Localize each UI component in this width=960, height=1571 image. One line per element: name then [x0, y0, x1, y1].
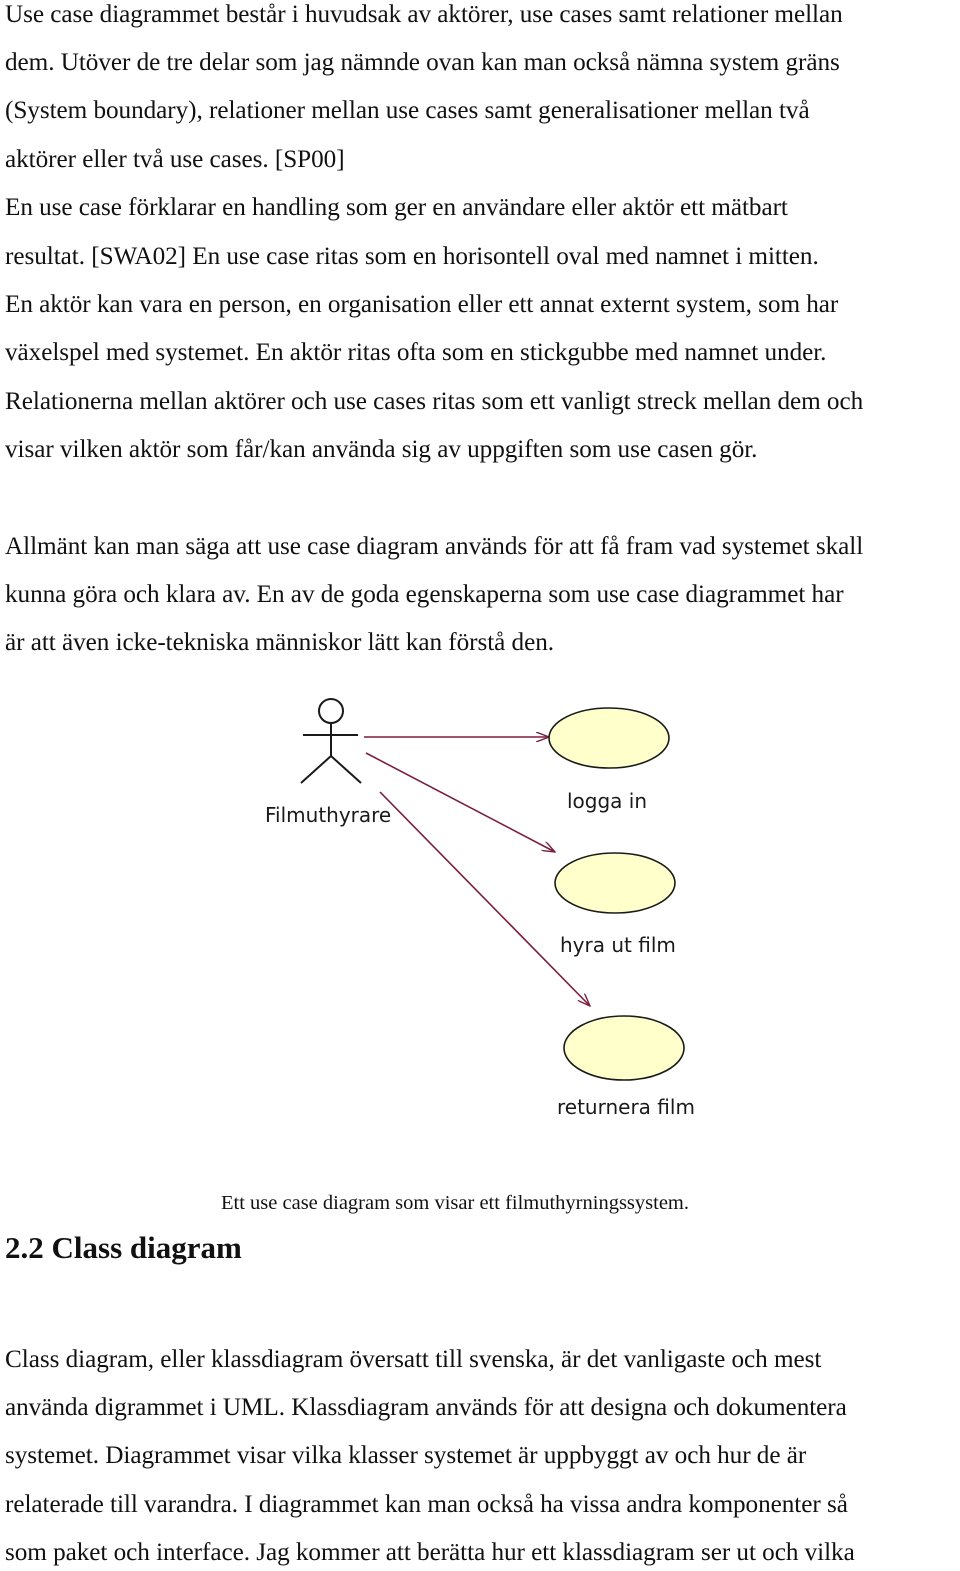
- actor-right-leg: [331, 756, 361, 783]
- text-line: relaterade till varandra. I diagrammet kan man också ha vissa andra komponenter så: [5, 1491, 848, 1518]
- use-case-diagram: [0, 680, 960, 1140]
- association-hyra-ut-film: [366, 753, 555, 852]
- actor-head: [319, 699, 343, 723]
- association-returnera-film: [380, 792, 590, 1006]
- text-line: dem. Utöver de tre delar som jag nämnde ovan kan man också nämna system gräns: [5, 49, 840, 76]
- text-line: (System boundary), relationer mellan use cases samt generalisationer mellan två: [5, 97, 810, 124]
- associations: [364, 737, 590, 1006]
- actor-left-leg: [301, 756, 331, 783]
- text-line: använda digrammet i UML. Klassdiagram används för att designa och dokumentera: [5, 1394, 847, 1421]
- text-line: Class diagram, eller klassdiagram översatt till svenska, är det vanligaste och mest: [5, 1346, 822, 1373]
- use-case-oval-logga-in: [549, 708, 669, 768]
- text-line: Use case diagrammet består i huvudsak av aktörer, use cases samt relationer mellan: [5, 1, 843, 28]
- text-line: En use case förklarar en handling som ger en användare eller aktör ett mätbart: [5, 194, 788, 221]
- use-case-oval-hyra-ut-film: [555, 853, 675, 913]
- text-line: växelspel med systemet. En aktör ritas ofta som en stickgubbe med namnet under.: [5, 339, 827, 366]
- text-line: aktörer eller två use cases. [SP00]: [5, 146, 345, 173]
- section-heading: 2.2 Class diagram: [5, 1230, 242, 1265]
- text-line: visar vilken aktör som får/kan använda sig av uppgiften som use casen gör.: [5, 436, 758, 463]
- text-line: är att även icke-tekniska människor lätt kan förstå den.: [5, 629, 555, 656]
- figure-caption: Ett use case diagram som visar ett filmuthyrningssystem.: [221, 1192, 689, 1214]
- actor-stick-figure: [301, 699, 361, 783]
- text-line: En aktör kan vara en person, en organisation eller ett annat externt system, som har: [5, 291, 839, 318]
- text-line: Relationerna mellan aktörer och use cases ritas som ett vanligt streck mellan dem och: [5, 388, 864, 415]
- text-line: systemet. Diagrammet visar vilka klasser systemet är uppbyggt av och hur de är: [5, 1442, 807, 1469]
- use-case-label-hyra-ut-film: hyra ut film: [560, 933, 676, 957]
- actor-label: Filmuthyrare: [265, 803, 392, 827]
- use-case-label-logga-in: logga in: [567, 789, 648, 813]
- text-line: som paket och interface. Jag kommer att berätta hur ett klassdiagram ser ut och vilka: [5, 1539, 855, 1566]
- text-line: Allmänt kan man säga att use case diagram används för att få fram vad systemet skall: [5, 533, 864, 560]
- use-case-oval-returnera-film: [564, 1016, 684, 1080]
- use-case-label-returnera-film: returnera film: [557, 1095, 695, 1119]
- text-line: resultat. [SWA02] En use case ritas som en horisontell oval med namnet i mitten.: [5, 243, 819, 270]
- text-line: kunna göra och klara av. En av de goda egenskaperna som use case diagrammet har: [5, 581, 844, 608]
